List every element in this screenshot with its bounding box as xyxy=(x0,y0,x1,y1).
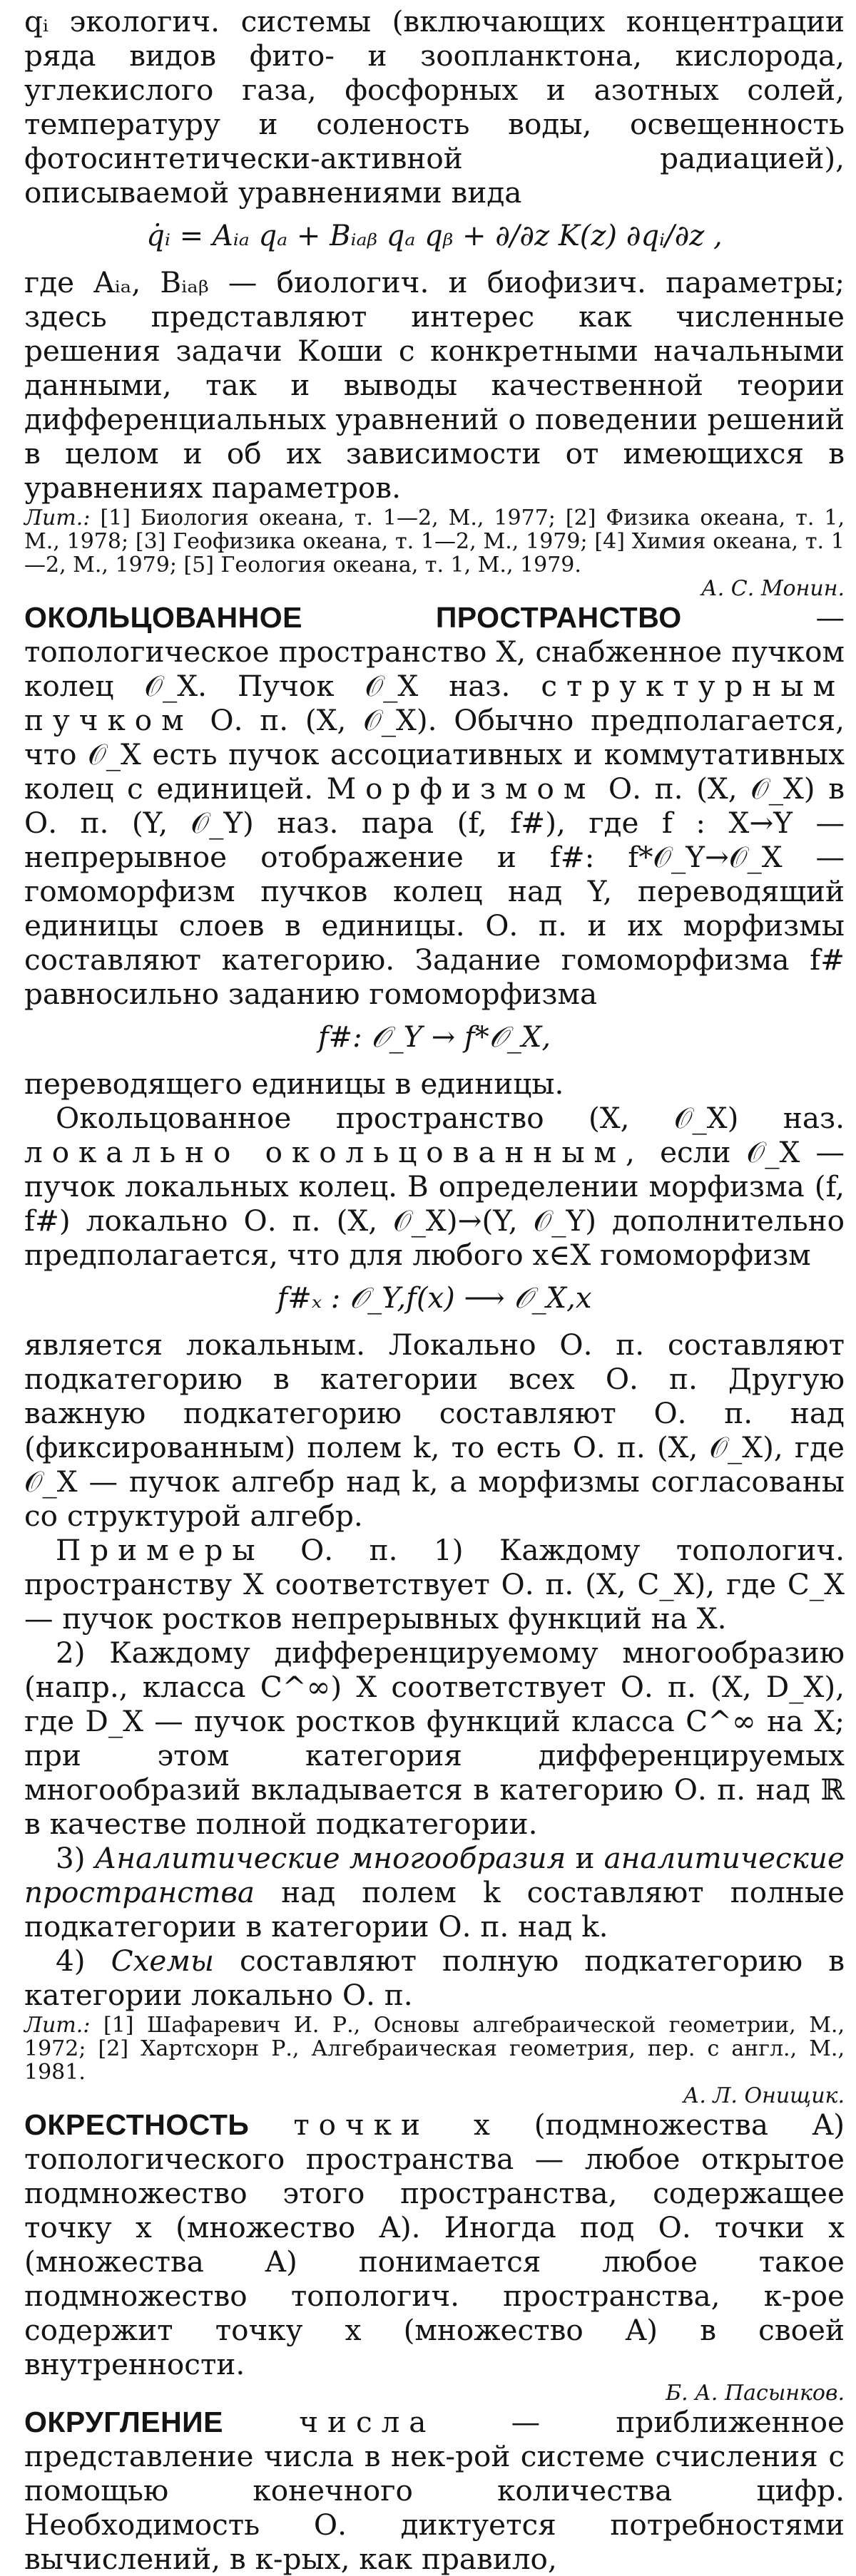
article-title-ringed-space: ОКОЛЬЦОВАННОЕ ПРОСТРАНСТВО xyxy=(24,601,682,634)
paragraph-example-4: 4) Схемы составляют полную подкатегорию в категории локально О. п. xyxy=(24,1944,845,2012)
article-title-rounding: ОКРУГЛЕНИЕ xyxy=(24,2406,223,2438)
author-onishchik: А. Л. Онищик. xyxy=(683,2083,845,2108)
paragraph-example-3: 3) Аналитические многообразия и аналитические пространства над полем k составляют полные подкатегории в категории О. п. над k. xyxy=(24,1841,845,1944)
link-schemes: Схемы xyxy=(111,1944,214,1978)
author-monin: А. С. Монин. xyxy=(701,576,845,601)
term-number: числа xyxy=(299,2405,436,2439)
formula-local-hom: f#ₓ : 𝒪_Y,f(x) ⟶ 𝒪_X,x xyxy=(277,1282,592,1315)
references-label: Лит.: xyxy=(24,2013,91,2038)
term-morphism: Морфизмом xyxy=(326,771,596,806)
term-examples: Примеры xyxy=(56,1533,265,1567)
references-text: [1] Биология океана, т. 1—2, М., 1977; [2] Физика океана, т. 1, М., 1978; [3] Геофизика океана, т. 1—2, М., 1979; [4] Химия океана, т. 1—2, М., 1979; [5] Геология океана, т. 1, М., 1979. xyxy=(24,506,845,578)
formula-sheaf-hom: f#: 𝒪_Y → f*𝒪_X, xyxy=(317,1021,551,1054)
paragraph-ecology-intro: qᵢ экологич. системы (включающих концентрации ряда видов фито- и зоопланктона, кислорода, углекислого газа, фосфорных и азотных солей, температуру и соленость воды, освещенность фотосинтетически-активной радиацией), описываемой уравнениями вида xyxy=(24,4,845,210)
paragraph-subcategories: является локальным. Локально О. п. составляют подкатегорию в категории всех О. п. Другую важную подкатегорию составляют О. п. над (фиксированным) полем k, то есть О. п. (X, 𝒪_X), где 𝒪_X — пучок алгебр над k, а морфизмы согласованы со структурой алгебр. xyxy=(24,1328,845,1533)
author-pasynkov: Б. А. Пасынков. xyxy=(666,2381,845,2406)
references-ocean xyxy=(24,506,845,577)
paragraph-units: переводящего единицы в единицы. xyxy=(24,1067,564,1101)
paragraph-ecology-params: где Aᵢₐ, Bᵢₐᵦ — биологич. и биофизич. параметры; здесь представляют интерес как численные решения задачи Коши с конкретными начальными данными, так и выводы качественной теории дифференциальных уравнений о поведении решений в целом и об их зависимости от имеющихся в уравнениях параметров. xyxy=(24,265,845,505)
article-title-neighbourhood: ОКРЕСТНОСТЬ xyxy=(24,2108,250,2141)
article-ringed-space: ОКОЛЬЦОВАННОЕ ПРОСТРАНСТВО — топологическое пространство X, снабженное пучком колец 𝒪_X. Пучок 𝒪_X наз. структурным пучком О. п. (X, 𝒪_X). Обычно предполагается, что 𝒪_X есть пучок ассоциативных и коммутативных колец с единицей. Морфизмом О. п. (X, 𝒪_X) в О. п. (Y, 𝒪_Y) наз. пара (f, f#), где f : X→Y — непрерывное отображение и f#: f*𝒪_Y→𝒪_X — гомоморфизм пучков колец над Y, переводящий единицы слоев в единицы. О. п. и их морфизмы составляют категорию. Задание гомоморфизма f# равносильно заданию гомоморфизма xyxy=(24,600,845,1011)
term-locally-ringed: локально окольцованным, xyxy=(24,1135,644,1169)
article-rounding: ОКРУГЛЕНИЕ числа — приближенное представление числа в нек-рой системе счисления с помощью конечного количества цифр. Необходимость О. диктуется потребностями вычислений, в к-рых, как правило, xyxy=(24,2405,845,2576)
paragraph-locally-ringed: Окольцованное пространство (X, 𝒪_X) наз. локально окольцованным, если 𝒪_X — пучок локальных колец. В определении морфизма (f, f#) локально О. п. (X, 𝒪_X)→(Y, 𝒪_Y) дополнительно предполагается, что для любого x∈X гомоморфизм xyxy=(24,1101,845,1272)
term-point: точки xyxy=(293,2108,429,2142)
term-structure-sheaf: структурным пучком xyxy=(24,669,845,737)
article-neighbourhood: ОКРЕСТНОСТЬ точки x (подмножества A) топологического пространства — любое открытое подмножество этого пространства, содержащее точку x (множество A). Иногда под О. точки x (множества A) понимается любое такое подмножество топологич. пространства, к-рое содержит точку x (множество A) в своей внутренности. xyxy=(24,2108,845,2381)
paragraph-example-1: Примеры О. п. 1) Каждому топологич. пространству X соответствует О. п. (X, C_X), где C_X — пучок ростков непрерывных функций на X. xyxy=(24,1533,845,1636)
references-text: [1] Шафаревич И. Р., Основы алгебраической геометрии, М., 1972; [2] Хартсхорн Р., Алгебраическая геометрия, пер. с англ., М., 1981. xyxy=(24,2013,845,2085)
references-algebraic-geometry xyxy=(24,2013,845,2084)
paragraph-example-2: 2) Каждому дифференцируемому многообразию (напр., класса C^∞) X соответствует О. п. (X, D_X), где D_X — пучок ростков функций класса C^∞ на X; при этом категория дифференцируемых многообразий вкладывается в категорию О. п. над ℝ в качестве полной подкатегории. xyxy=(24,1636,845,1841)
formula-ecosystem-equation: q̇ᵢ = Aᵢₐ qₐ + Bᵢₐᵦ qₐ qᵦ + ∂/∂z K(z) ∂qᵢ/∂z , xyxy=(146,220,723,252)
link-analytic-manifolds: Аналитические многообразия xyxy=(94,1841,566,1875)
references-label: Лит.: xyxy=(24,506,91,530)
link-analytic-spaces: аналитические пространства xyxy=(24,1841,845,1909)
